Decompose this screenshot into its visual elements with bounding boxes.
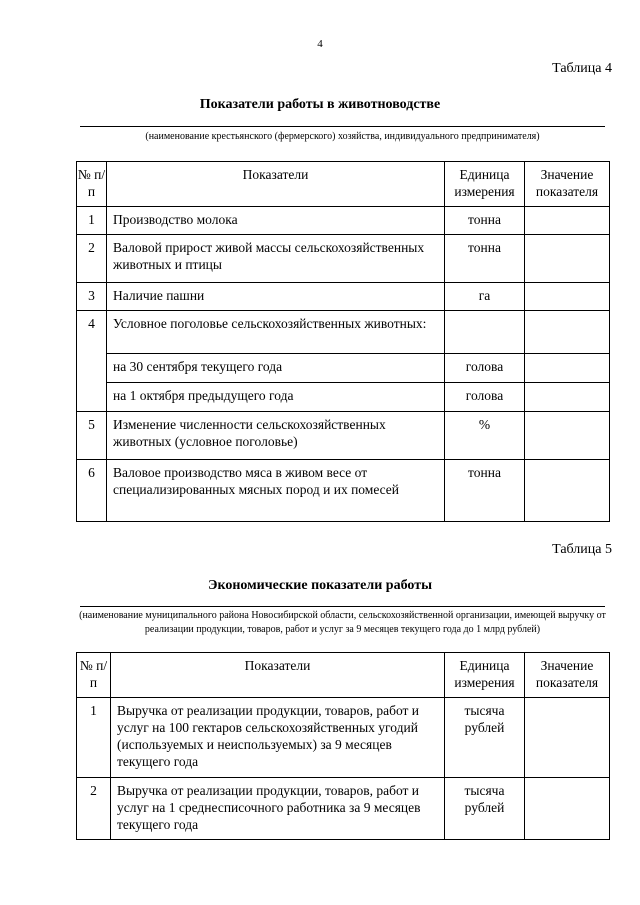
row-unit: голова: [445, 354, 525, 383]
row-num: 1: [77, 698, 111, 778]
row-indicator: Валовое производство мяса в живом весе от специализированных мясных пород и их помесей: [107, 460, 445, 522]
table5-title: Экономические показатели работы: [207, 578, 433, 593]
row-num: 2: [77, 778, 111, 840]
row-unit: [445, 311, 525, 354]
row-value-cell[interactable]: [525, 207, 610, 235]
row-value-cell[interactable]: [525, 778, 610, 840]
row-value-cell[interactable]: [525, 698, 610, 778]
table-row: [77, 698, 610, 778]
table4-name-line: [80, 126, 605, 127]
table-row: [77, 460, 610, 522]
row-unit: тонна: [445, 207, 525, 235]
table5-name-caption: (наименование муниципального района Новосибирской области, сельскохозяйственной организации, имеющей выручку от реализации продукции, товаров, работ и услуг за 9 месяцев текущего года до 1 млрд рублей): [79, 610, 606, 635]
row-num: 3: [77, 283, 107, 311]
table-header-row: [77, 162, 610, 207]
row-indicator: Условное поголовье сельскохозяйственных животных:: [107, 311, 445, 354]
row-num: 6: [77, 460, 107, 522]
table5-label: Таблица 5: [552, 542, 612, 557]
row-value-cell[interactable]: [525, 311, 610, 354]
row-indicator: на 30 сентября текущего года: [107, 354, 445, 383]
row-num: 5: [77, 412, 107, 460]
row-value-cell[interactable]: [525, 412, 610, 460]
table4-name-caption: (наименование крестьянского (фермерского) хозяйства, индивидуального предпринимателя): [145, 131, 540, 142]
row-value-cell[interactable]: [525, 354, 610, 383]
row-unit: тонна: [445, 235, 525, 283]
row-indicator: на 1 октября предыдущего года: [107, 383, 445, 412]
row-indicator: Валовой прирост живой массы сельскохозяйственных животных и птицы: [107, 235, 445, 283]
row-indicator: Производство молока: [107, 207, 445, 235]
row-value-cell[interactable]: [525, 235, 610, 283]
table5: [76, 652, 610, 840]
table4-label: Таблица 4: [552, 61, 612, 76]
table-row: [77, 778, 610, 840]
row-num: 4: [77, 311, 107, 412]
row-indicator: Изменение численности сельскохозяйственных животных (условное поголовье): [107, 412, 445, 460]
header-unit: Единица измерения: [445, 653, 525, 698]
table-row: [77, 235, 610, 283]
row-indicator: Выручка от реализации продукции, товаров, работ и услуг на 1 среднесписочного работника за 9 месяцев текущего года: [111, 778, 445, 840]
table-row: [77, 207, 610, 235]
page-number: 4: [317, 38, 323, 50]
table4-title: Показатели работы в животноводстве: [199, 97, 441, 112]
table4: [76, 161, 610, 522]
row-unit: тысяча рублей: [445, 698, 525, 778]
row-value-cell[interactable]: [525, 383, 610, 412]
row-indicator: Выручка от реализации продукции, товаров, работ и услуг на 100 гектаров сельскохозяйственных угодий (используемых и неиспользуемых) за 9 месяцев текущего года: [111, 698, 445, 778]
row-unit: га: [445, 283, 525, 311]
row-unit: %: [445, 412, 525, 460]
table-row: [77, 283, 610, 311]
header-indicator: Показатели: [107, 162, 445, 207]
header-indicator: Показатели: [111, 653, 445, 698]
row-value-cell[interactable]: [525, 283, 610, 311]
header-value: Значение показателя: [525, 653, 610, 698]
row-num: 1: [77, 207, 107, 235]
row-num: 2: [77, 235, 107, 283]
table-header-row: [77, 653, 610, 698]
table-row: [77, 311, 610, 354]
row-unit: голова: [445, 383, 525, 412]
header-value: Значение показателя: [525, 162, 610, 207]
header-num: № п/п: [77, 653, 111, 698]
row-unit: тысяча рублей: [445, 778, 525, 840]
table-subrow: [77, 354, 610, 383]
header-unit: Единица измерения: [445, 162, 525, 207]
table5-name-line: [80, 606, 605, 607]
row-unit: тонна: [445, 460, 525, 522]
table-subrow: [77, 383, 610, 412]
table-row: [77, 412, 610, 460]
header-num: № п/п: [77, 162, 107, 207]
row-value-cell[interactable]: [525, 460, 610, 522]
row-indicator: Наличие пашни: [107, 283, 445, 311]
